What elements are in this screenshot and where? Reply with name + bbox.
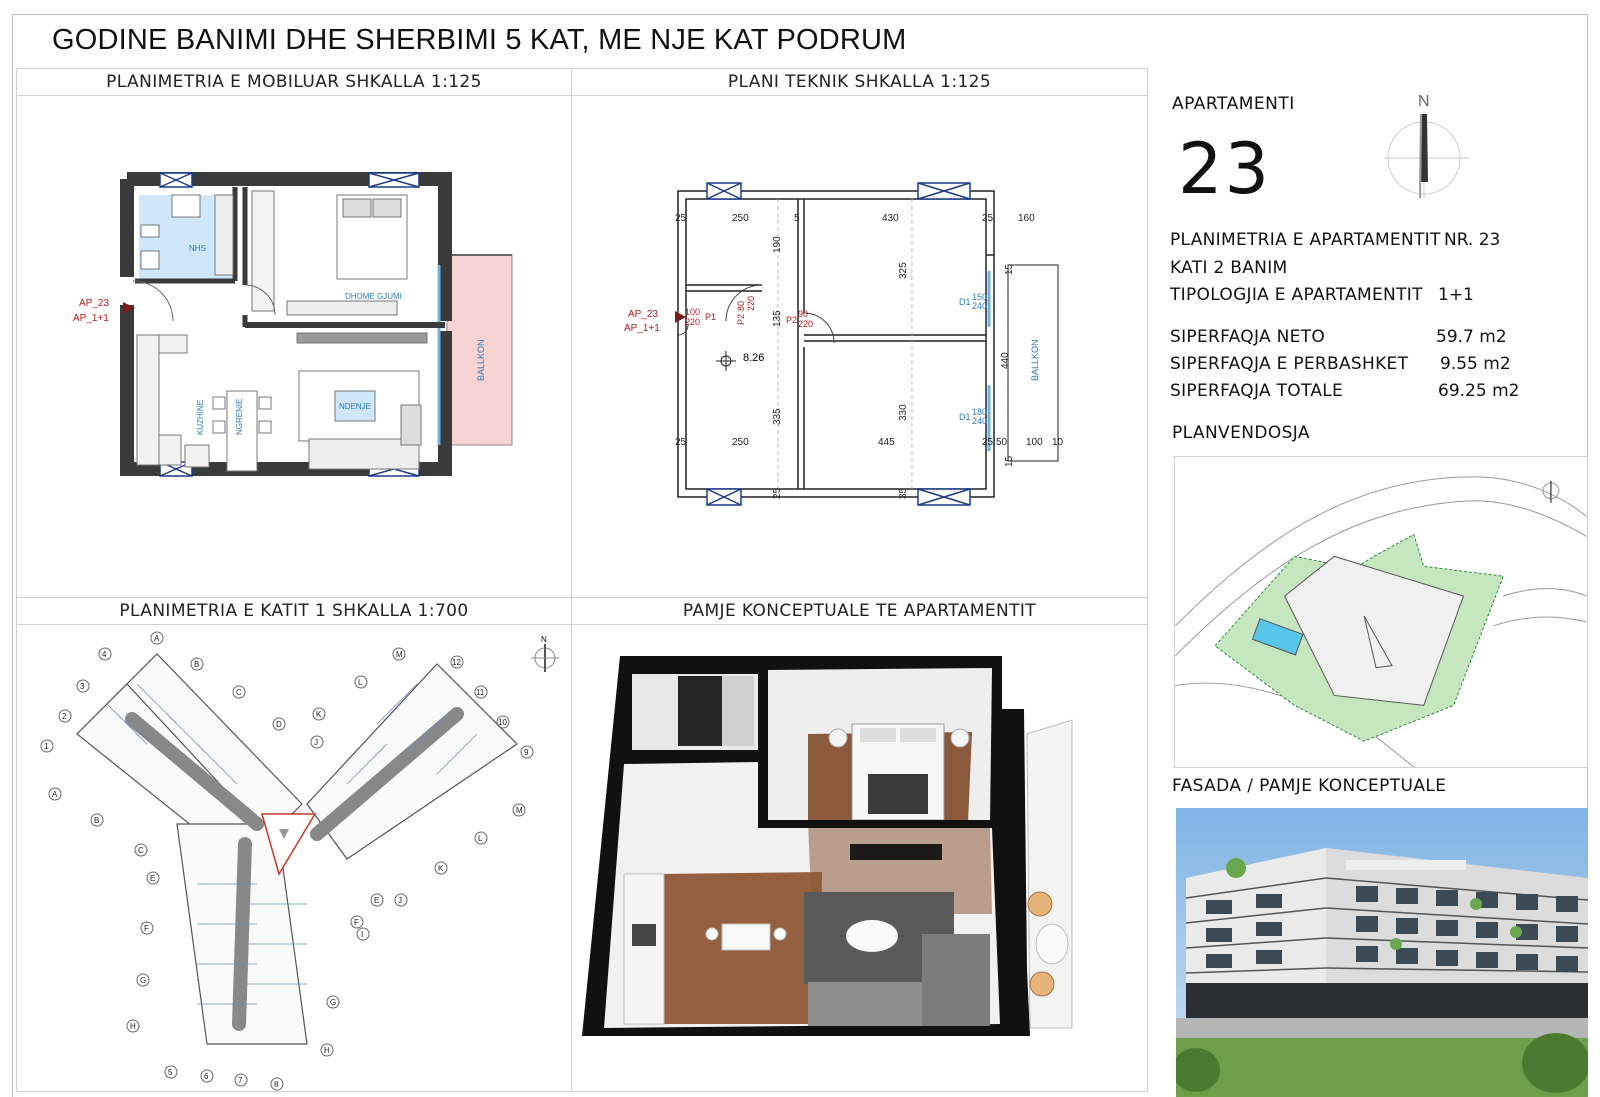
svg-text:G: G <box>330 998 337 1007</box>
grid-bubble-G2 <box>327 996 339 1008</box>
svg-text:L: L <box>358 678 363 687</box>
net-area-value: 59.7 m2 <box>1436 327 1507 347</box>
page-title: GODINE BANIMI DHE SHERBIMI 5 KAT, ME NJE KAT PODRUM <box>52 24 907 56</box>
svg-text:H: H <box>324 1046 330 1055</box>
info-column <box>1148 68 1588 1097</box>
svg-text:D: D <box>276 720 282 729</box>
grid-bubble-A <box>151 632 163 644</box>
door-p2a-height: 220 <box>746 295 756 311</box>
door-p2b-height: 220 <box>798 319 814 329</box>
floor-plan-header: PLANIMETRIA E KATIT 1 SHKALLA 1:700 <box>17 598 571 625</box>
svg-text:F: F <box>354 918 359 927</box>
grid-bubble-D <box>273 718 285 730</box>
door-p2a-code: P2 <box>736 313 746 325</box>
common-area-label: SIPERFAQJA E PERBASHKET <box>1170 354 1409 374</box>
dim-top-1: 25 <box>675 213 687 224</box>
door-d1a-width: 150 <box>972 292 988 302</box>
svg-text:1: 1 <box>44 742 49 751</box>
tech-balcony-label: BALLKON <box>1030 339 1040 381</box>
dim-vert-9: 25 <box>772 487 783 499</box>
dim-vert-2: 135 <box>772 310 783 327</box>
svg-text:M: M <box>396 650 403 659</box>
grid-bubble-G <box>137 974 149 986</box>
door-d1b-code: D1 <box>959 412 971 422</box>
total-area-label: SIPERFAQJA TOTALE <box>1170 381 1344 401</box>
svg-text:B: B <box>194 660 200 669</box>
room-label-kitchen: KUZHINE <box>196 399 205 435</box>
grid-bubble-L2 <box>475 832 487 844</box>
svg-text:J: J <box>314 738 318 747</box>
dim-top-6: 160 <box>1018 213 1035 224</box>
dim-vert-4: 325 <box>898 262 909 279</box>
grid-bubble-12 <box>451 656 463 668</box>
site-plan-label: PLANVENDOSJA <box>1172 423 1310 443</box>
grid-bubble-10 <box>497 716 509 728</box>
grid-bubble-11 <box>475 686 487 698</box>
facade-label: FASADA / PAMJE KONCEPTUALE <box>1172 776 1447 796</box>
grid-bubble-F2 <box>351 916 363 928</box>
svg-text:C: C <box>138 846 144 855</box>
grid-bubble-H2 <box>321 1044 333 1056</box>
grid-bubble-K <box>313 708 325 720</box>
floor-compass <box>531 635 559 672</box>
grid-bubble-8 <box>271 1078 283 1090</box>
grid-bubble-3 <box>77 680 89 692</box>
grid-bubble-I <box>357 928 369 940</box>
compass-north-label: N <box>1418 93 1430 110</box>
svg-text:G: G <box>140 976 147 985</box>
svg-text:8: 8 <box>274 1080 279 1089</box>
svg-text:B: B <box>94 816 100 825</box>
door-p2a-width: 80 <box>736 300 746 311</box>
room-label-bedroom: DHOME GJUMI <box>345 292 402 301</box>
ap-code-label: AP_23 <box>79 298 110 309</box>
grid-bubble-J2 <box>395 894 407 906</box>
grid-bubble-B2 <box>91 814 103 826</box>
dim-vert-6: 440 <box>1000 352 1011 369</box>
plan-value: NR. 23 <box>1444 230 1501 250</box>
furnished-plan-panel <box>16 68 572 598</box>
svg-text:7: 7 <box>238 1076 243 1085</box>
grid-bubble-B <box>191 658 203 670</box>
dim-vert-8: 15 <box>1004 455 1015 467</box>
net-area-label: SIPERFAQJA NETO <box>1170 327 1326 347</box>
grid-bubble-C2 <box>135 844 147 856</box>
dim-top-2: 250 <box>732 213 749 224</box>
technical-plan-panel <box>571 68 1148 598</box>
grid-bubble-9 <box>521 746 533 758</box>
tech-ap-type: AP_1+1 <box>624 323 660 334</box>
north-compass-icon <box>1384 88 1484 198</box>
grid-bubble-M <box>393 648 405 660</box>
dim-bottom-3: 445 <box>878 437 895 448</box>
room-label-dining: NGRENIE <box>235 398 244 435</box>
grid-bubble-E2 <box>371 894 383 906</box>
dim-bottom-5: 50 <box>996 437 1008 448</box>
concept-render-image <box>572 624 1147 1092</box>
dim-top-4: 430 <box>882 213 899 224</box>
svg-text:10: 10 <box>498 718 507 727</box>
room-label-bath: NHS <box>189 244 206 253</box>
room-label-living: NDENJE <box>339 402 372 411</box>
svg-text:E: E <box>374 896 380 905</box>
dim-vert-7: 15 <box>1004 263 1015 275</box>
svg-text:M: M <box>516 806 523 815</box>
svg-text:12: 12 <box>452 658 461 667</box>
floor-label: KATI 2 BANIM <box>1170 258 1288 278</box>
dim-vert-1: 190 <box>772 236 783 253</box>
svg-text:2: 2 <box>62 712 67 721</box>
door-p1-code: P1 <box>705 312 717 322</box>
technical-plan-drawing <box>572 95 1147 597</box>
grid-bubble-7 <box>235 1074 247 1086</box>
svg-text:E: E <box>150 874 156 883</box>
grid-bubble-C <box>233 686 245 698</box>
typology-label: TIPOLOGJIA E APARTAMENTIT <box>1170 285 1423 305</box>
svg-text:I: I <box>361 930 364 939</box>
grid-bubble-F <box>141 922 153 934</box>
furnished-plan-drawing <box>17 95 571 597</box>
common-area-value: 9.55 m2 <box>1440 354 1511 374</box>
door-d1a-height: 240 <box>972 301 988 311</box>
site-plan-image <box>1174 456 1588 768</box>
door-d1b-width: 180 <box>972 407 988 417</box>
floor-plan-panel <box>16 597 572 1092</box>
dim-bottom-7: 10 <box>1052 437 1064 448</box>
door-p1-height: 220 <box>685 317 701 327</box>
dim-bottom-1: 25 <box>675 437 687 448</box>
apartment-number: 23 <box>1178 128 1272 210</box>
dim-vert-10: 35 <box>898 487 909 499</box>
dim-vert-5: 330 <box>898 404 909 421</box>
grid-bubble-6 <box>201 1070 213 1082</box>
svg-text:3: 3 <box>80 682 85 691</box>
door-p2b-width: 90 <box>798 309 809 319</box>
grid-bubble-E <box>147 872 159 884</box>
area-mark: 8.26 <box>743 352 765 364</box>
grid-bubble-1 <box>41 740 53 752</box>
dim-top-5: 25 <box>982 213 994 224</box>
grid-bubble-A2 <box>49 788 61 800</box>
svg-text:A: A <box>52 790 58 799</box>
svg-text:K: K <box>316 710 322 719</box>
svg-text:C: C <box>236 688 242 697</box>
tech-ap-code: AP_23 <box>628 309 659 320</box>
grid-bubble-5 <box>165 1066 177 1078</box>
dim-vert-3: 335 <box>772 408 783 425</box>
technical-plan-header: PLANI TEKNIK SHKALLA 1:125 <box>572 69 1147 96</box>
svg-text:9: 9 <box>524 748 529 757</box>
grid-bubble-J <box>311 736 323 748</box>
svg-text:6: 6 <box>204 1072 209 1081</box>
door-d1a-code: D1 <box>959 297 971 307</box>
total-area-value: 69.25 m2 <box>1438 381 1520 401</box>
plan-label: PLANIMETRIA E APARTAMENTIT <box>1170 230 1441 250</box>
grid-bubble-M2 <box>513 804 525 816</box>
door-d1b-height: 240 <box>972 416 988 426</box>
door-p2b-code: P2 <box>786 315 798 325</box>
apartment-label: APARTAMENTI <box>1172 94 1295 114</box>
facade-render-image <box>1176 808 1588 1097</box>
furnished-plan-header: PLANIMETRIA E MOBILUAR SHKALLA 1:125 <box>17 69 571 96</box>
floor-north-label: N <box>541 635 547 644</box>
grid-bubble-H <box>127 1020 139 1032</box>
dim-bottom-2: 250 <box>732 437 749 448</box>
grid-bubble-L <box>355 676 367 688</box>
svg-text:F: F <box>144 924 149 933</box>
door-p1-width: 100 <box>685 307 701 317</box>
svg-text:L: L <box>478 834 483 843</box>
concept-render-header: PAMJE KONCEPTUALE TE APARTAMENTIT <box>572 598 1147 625</box>
grid-bubble-2 <box>59 710 71 722</box>
svg-text:A: A <box>154 634 160 643</box>
svg-text:4: 4 <box>102 650 107 659</box>
floor-plan-drawing <box>17 624 571 1092</box>
svg-text:H: H <box>130 1022 136 1031</box>
dim-bottom-4: 25 <box>982 437 994 448</box>
concept-render-panel <box>571 597 1148 1092</box>
svg-text:11: 11 <box>476 688 485 697</box>
room-label-balcony: BALLKON <box>476 339 486 381</box>
grid-bubble-K2 <box>435 862 447 874</box>
dim-bottom-6: 100 <box>1026 437 1043 448</box>
ap-type-label: AP_1+1 <box>73 313 109 324</box>
typology-value: 1+1 <box>1438 285 1474 305</box>
svg-text:J: J <box>398 896 402 905</box>
grid-bubble-4 <box>99 648 111 660</box>
dim-top-3: 5 <box>794 213 800 224</box>
svg-text:5: 5 <box>168 1068 173 1077</box>
svg-text:K: K <box>438 864 444 873</box>
